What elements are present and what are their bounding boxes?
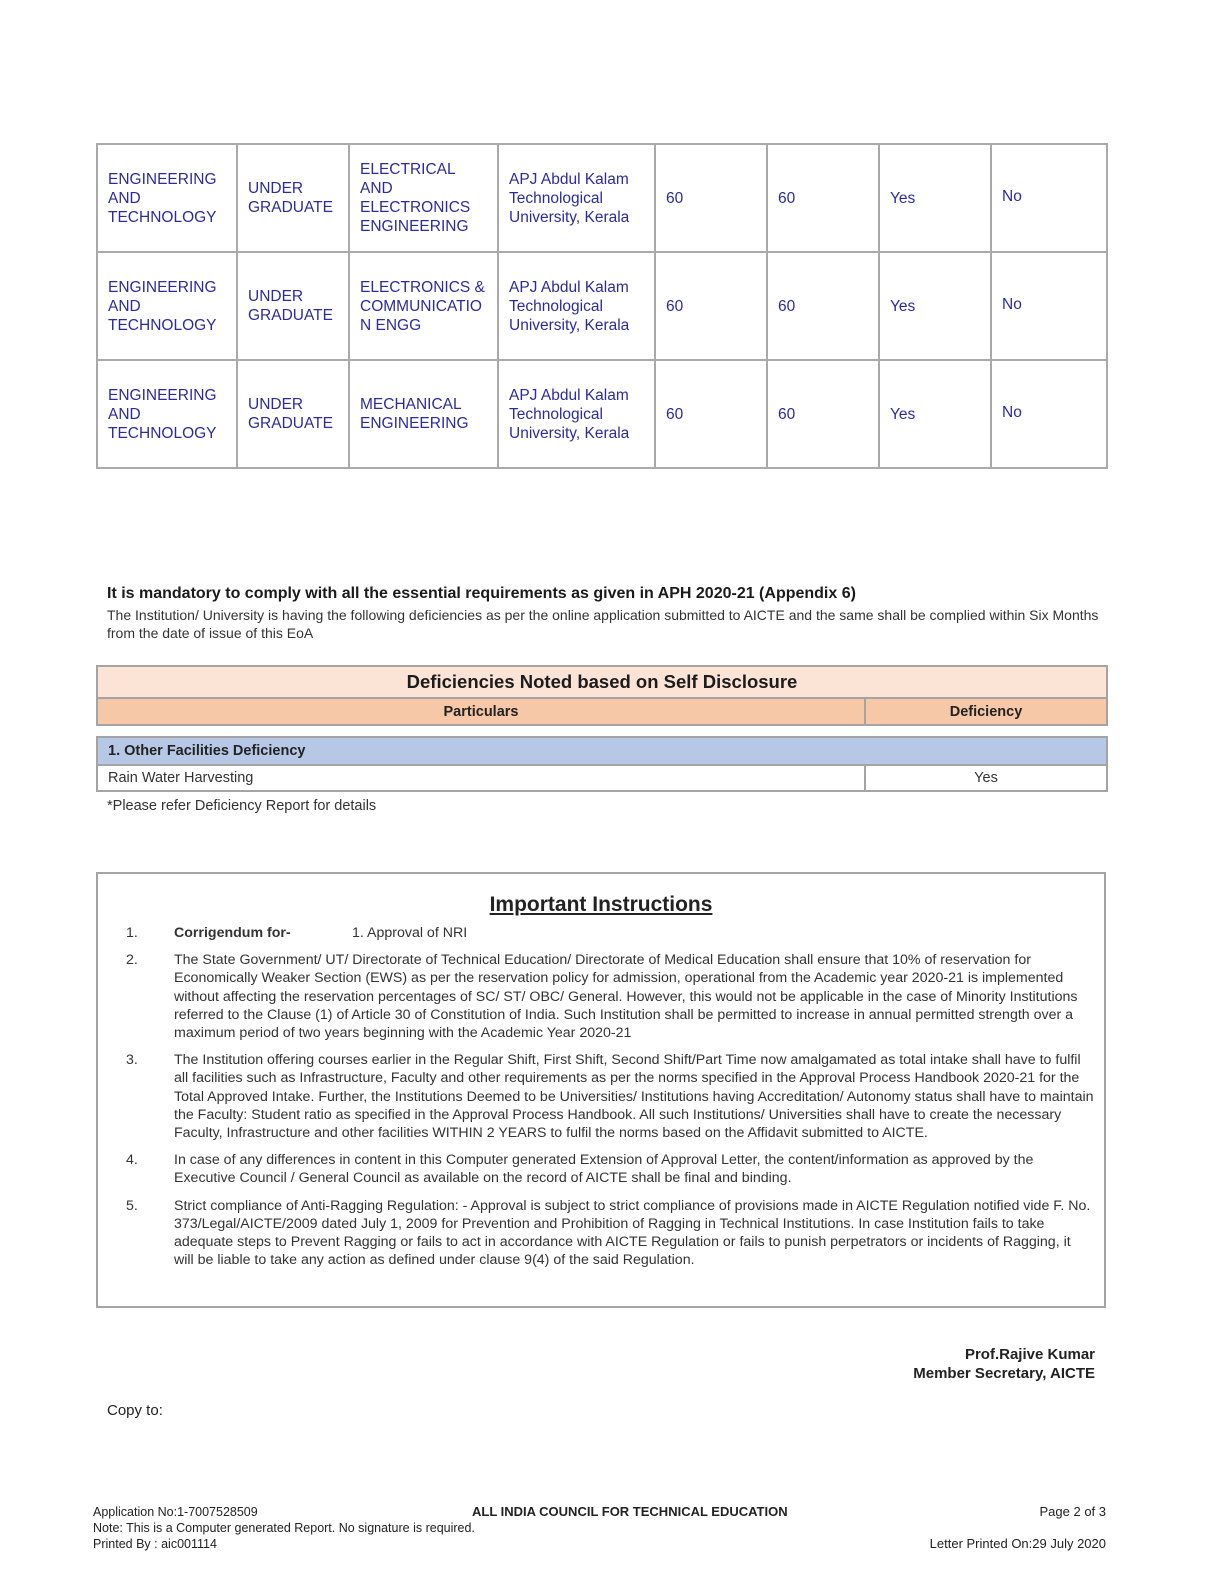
table-row — [97, 252, 1107, 360]
table-row — [97, 360, 1107, 468]
deficiency-note: *Please refer Deficiency Report for details — [107, 798, 377, 814]
column-header-deficiency: Deficiency — [865, 698, 1107, 725]
application-number: Application No:1-7007528509 — [93, 1505, 258, 1519]
deficiencies-table — [96, 736, 1108, 792]
course-intake-1: 60 — [655, 252, 767, 360]
instruction-text: The Institution offering courses earlier in the Regular Shift, First Shift, Second Shift/Part Time now amalgamated as total intake shall have to fulfil all facilities such as Infrastructure, Faculty and other requirements as per the norms specified in the Approval Process Handbook 2020-21 for the Total Approved Intake. Further, the Institutions Deemed to be Universities/ Institutions having Accreditation/ Autonomy status shall have to maintain the Faculty: Student ratio as specified in the Approval Process Handbook. All such Institutions/ Universities shall have to create the necessary Faculty, Infrastructure and other facilities WITHIN 2 YEARS to fulfil the norms based on the Affidavit submitted to AICTE. — [174, 1052, 1094, 1142]
instruction-text: The State Government/ UT/ Directorate of Technical Education/ Directorate of Medical Education shall ensure that 10% of reservation for Economically Weaker Section (EWS) as per the reservation policy for admission, operational from the Academic year 2020-21 is implemented without affecting the reservation percentages of SC/ ST/ OBC/ General. However, this would not be applicable in the case of Minority Institutions referred to the Clause (1) of Article 30 of Constitution of India. Such Institution shall be permitted to increase in annual permitted strength over a maximum period of two years beginning with the Academic Year 2020-21 — [174, 952, 1078, 1042]
course-discipline: ENGINEERING AND TECHNOLOGY — [97, 360, 237, 468]
instruction-number: 2. — [126, 952, 138, 969]
course-name: ELECTRICAL AND ELECTRONICS ENGINEERING — [349, 144, 498, 252]
course-status-1: Yes — [879, 144, 991, 252]
table-row — [97, 765, 1107, 791]
course-name: ELECTRONICS & COMMUNICATIO N ENGG — [349, 252, 498, 360]
course-discipline: ENGINEERING AND TECHNOLOGY — [97, 252, 237, 360]
course-level: UNDER GRADUATE — [237, 144, 349, 252]
column-header-particulars: Particulars — [97, 698, 865, 725]
corrigendum-label: Corrigendum for- — [174, 925, 291, 941]
instruction-number: 3. — [126, 1052, 138, 1069]
course-status-1: Yes — [879, 252, 991, 360]
course-intake-2: 60 — [767, 360, 879, 468]
printed-by: Printed By : aic001114 — [93, 1537, 217, 1551]
footer-note: Note: This is a Computer generated Report. No signature is required. — [93, 1521, 475, 1535]
instruction-number: 1. — [126, 925, 138, 941]
instruction-number: 5. — [126, 1197, 138, 1214]
copy-to-label: Copy to: — [107, 1402, 163, 1419]
instruction-item — [126, 951, 1094, 1042]
compliance-notice-body: The Institution/ University is having the following deficiencies as per the online application submitted to AICTE and the same shall be complied within Six Months from the date of issue of this EoA — [107, 607, 1099, 641]
corrigendum-text: 1. Approval of NRI — [352, 925, 468, 941]
course-university: APJ Abdul Kalam Technological University, Kerala — [498, 360, 655, 468]
course-status-2: No — [991, 360, 1107, 468]
instructions-title: Important Instructions — [489, 893, 713, 916]
deficiencies-header-table — [96, 665, 1108, 726]
instructions-list — [126, 918, 1094, 1278]
signature-block — [913, 1345, 1095, 1383]
footer-left — [93, 1504, 475, 1552]
course-intake-2: 60 — [767, 144, 879, 252]
course-university: APJ Abdul Kalam Technological University, Kerala — [498, 144, 655, 252]
compliance-notice-title: It is mandatory to comply with all the essential requirements as given in APH 2020-21 (Appendix 6) — [107, 585, 856, 602]
instruction-item — [126, 1051, 1094, 1142]
instruction-item — [126, 924, 1094, 942]
deficiency-value: Yes — [865, 765, 1107, 791]
course-intake-1: 60 — [655, 144, 767, 252]
table-row — [97, 144, 1107, 252]
course-university: APJ Abdul Kalam Technological University, Kerala — [498, 252, 655, 360]
signatory-designation: Member Secretary, AICTE — [913, 1365, 1095, 1382]
footer-organization: ALL INDIA COUNCIL FOR TECHNICAL EDUCATION — [472, 1504, 788, 1519]
instruction-text: In case of any differences in content in this Computer generated Extension of Approval Letter, the content/information as approved by the Executive Council / General Council as available on the record of AICTE shall be final and binding. — [174, 1152, 1034, 1187]
course-discipline: ENGINEERING AND TECHNOLOGY — [97, 144, 237, 252]
instruction-item — [126, 1197, 1094, 1270]
course-intake-1: 60 — [655, 360, 767, 468]
instruction-text: Strict compliance of Anti-Ragging Regulation: - Approval is subject to strict compliance of provisions made in AICTE Regulation notified vide F. No. 373/Legal/AICTE/2009 dated July 1, 2009 for Prevention and Prohibition of Ragging in Technical Institutions. In case Institution fails to take adequate steps to Prevent Ragging or fails to act in accordance with AICTE Regulation or fails to punish perpetrators or incidents of Ragging, it will be liable to take any action as defined under clause 9(4) of the said Regulation. — [174, 1197, 1091, 1269]
course-table — [96, 143, 1108, 469]
course-status-1: Yes — [879, 360, 991, 468]
course-status-2: No — [991, 252, 1107, 360]
page-number: Page 2 of 3 — [1039, 1504, 1106, 1519]
course-intake-2: 60 — [767, 252, 879, 360]
course-status-2: No — [991, 144, 1107, 252]
printed-on-date: Letter Printed On:29 July 2020 — [929, 1536, 1106, 1551]
course-name: MECHANICAL ENGINEERING — [349, 360, 498, 468]
instruction-number: 4. — [126, 1152, 138, 1169]
deficiency-particular: Rain Water Harvesting — [97, 765, 865, 791]
course-level: UNDER GRADUATE — [237, 360, 349, 468]
course-level: UNDER GRADUATE — [237, 252, 349, 360]
important-instructions-box — [96, 872, 1106, 1308]
deficiency-category: 1. Other Facilities Deficiency — [97, 737, 1107, 765]
deficiencies-title: Deficiencies Noted based on Self Disclosure — [97, 666, 1107, 698]
instruction-item — [126, 1151, 1094, 1187]
signatory-name: Prof.Rajive Kumar — [964, 1346, 1095, 1363]
